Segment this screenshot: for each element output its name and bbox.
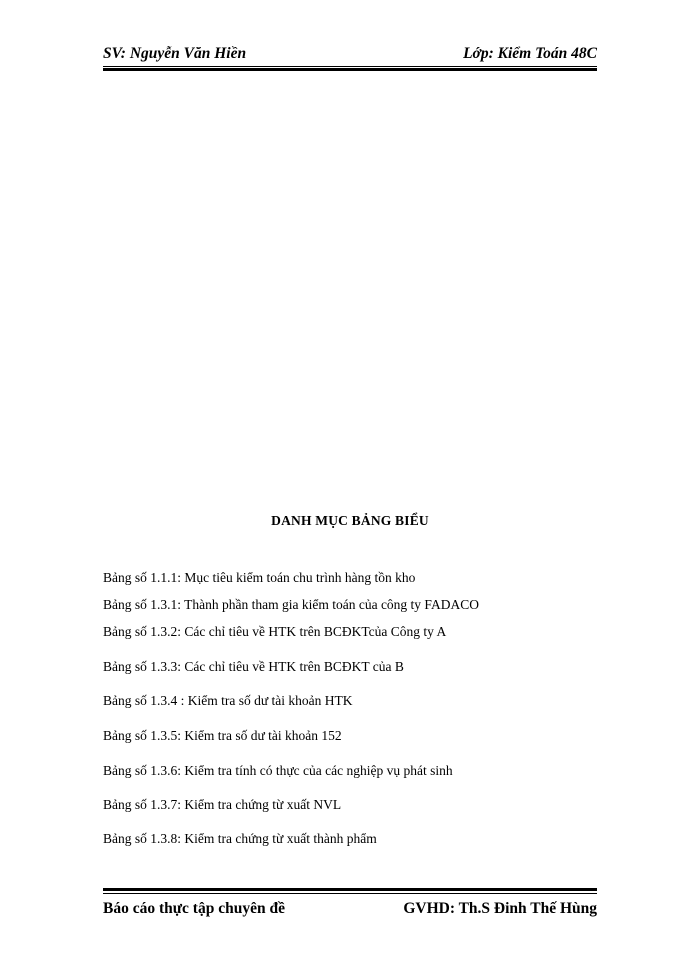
page-title: DANH MỤC BẢNG BIỂU: [271, 513, 429, 528]
header-rule-thick: [103, 68, 597, 71]
advisor-name: GVHD: Th.S Đinh Thế Hùng: [403, 900, 597, 917]
class-name: Lớp: Kiểm Toán 48C: [463, 45, 597, 62]
table-list-item: Bảng số 1.3.8: Kiểm tra chứng từ xuất thành phẩm: [103, 831, 377, 846]
report-title: Báo cáo thực tập chuyên đề: [103, 900, 285, 917]
table-list-item: Bảng số 1.1.1: Mục tiêu kiểm toán chu trình hàng tồn kho: [103, 570, 416, 585]
table-list-item: Bảng số 1.3.2: Các chỉ tiêu về HTK trên BCĐKTcủa Công ty A: [103, 624, 447, 639]
student-name: SV: Nguyễn Văn Hiền: [103, 45, 247, 62]
table-list-item: Bảng số 1.3.1: Thành phần tham gia kiểm toán của công ty FADACO: [103, 597, 479, 612]
table-list-item: Bảng số 1.3.3: Các chỉ tiêu về HTK trên BCĐKT của B: [103, 659, 404, 674]
header-rule-thin: [103, 66, 597, 67]
table-list-item: Bảng số 1.3.6: Kiểm tra tính có thực của các nghiệp vụ phát sinh: [103, 763, 453, 778]
table-list-item: Bảng số 1.3.7: Kiểm tra chứng từ xuất NVL: [103, 797, 342, 812]
page-header: [103, 44, 597, 64]
footer-rule-thick: [103, 888, 597, 891]
page-footer: [103, 898, 597, 920]
table-list-item: Bảng số 1.3.5: Kiểm tra số dư tài khoản 152: [103, 728, 342, 743]
footer-rule-thin: [103, 893, 597, 894]
table-list-item: Bảng số 1.3.4 : Kiểm tra số dư tài khoản HTK: [103, 693, 353, 708]
